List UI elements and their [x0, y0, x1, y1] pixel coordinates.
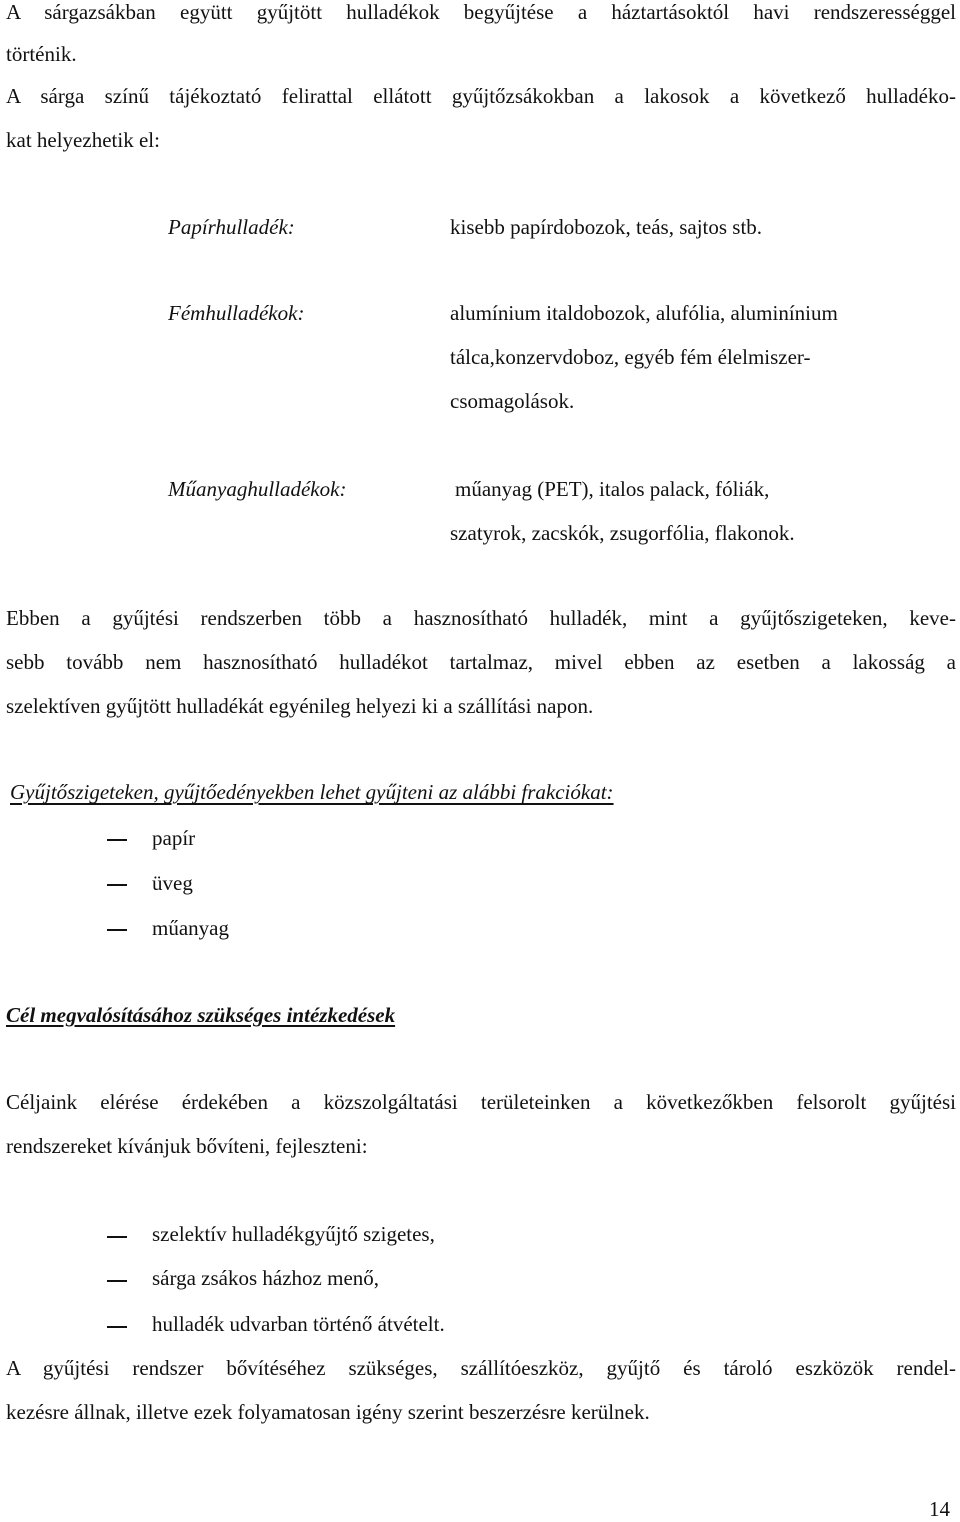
category-label-metal: Fémhulladékok: [168, 301, 305, 325]
dash-bullet [107, 1236, 127, 1238]
section2-heading: Cél megvalósításához szükséges intézkedések [6, 1003, 396, 1027]
category-desc-paper: kisebb papírdobozok, teás, sajtos stb. [450, 215, 763, 239]
closing-line-1: A gyűjtési rendszer bővítéséhez szükséges, szállítóeszköz, gyűjtő és tároló eszközök rendel- [6, 1356, 956, 1380]
intro-line-2: történik. [6, 42, 77, 66]
section2-item-3: hulladék udvarban történő átvételt. [152, 1312, 445, 1336]
category-label-paper: Papírhulladék: [168, 215, 295, 239]
paragraph1-line-2: sebb tovább nem hasznosítható hulladékot tartalmaz, mivel ebben az esetben a lakosság a [6, 650, 956, 674]
section1-item-3: műanyag [152, 916, 229, 940]
section2-para-line-1: Céljaink elérése érdekében a közszolgáltatási területeinken a következőkben felsorolt gyűjtési [6, 1090, 956, 1114]
category-desc-plastic-1: műanyag (PET), italos palack, fóliák, [455, 477, 770, 501]
intro-line-1: A sárgazsákban együtt gyűjtött hulladékok begyűjtése a háztartásoktól havi rendszerességgel [6, 0, 956, 24]
section1-item-1: papír [152, 826, 196, 850]
paragraph1-line-3: szelektíven gyűjtött hulladékát egyénileg helyezi ki a szállítási napon. [6, 694, 594, 718]
category-desc-metal-3: csomagolások. [450, 389, 575, 413]
section2-para-line-2: rendszereket kívánjuk bővíteni, fejleszteni: [6, 1134, 368, 1158]
paragraph1-line-1: Ebben a gyűjtési rendszerben több a hasznosítható hulladék, mint a gyűjtőszigeteken, keve- [6, 606, 956, 630]
category-desc-metal-1: alumínium italdobozok, alufólia, aluminínium [450, 301, 838, 325]
section1-item-2: üveg [152, 871, 193, 895]
section1-heading: Gyűjtőszigeteken, gyűjtőedényekben lehet gyűjteni az alábbi frakciókat: [10, 780, 614, 804]
closing-line-2: kezésre állnak, illetve ezek folyamatosan igény szerint beszerzésre kerülnek. [6, 1400, 650, 1424]
category-label-plastic: Műanyaghulladékok: [168, 477, 347, 501]
intro-line-3: A sárga színű tájékoztató felirattal ellátott gyűjtőzsákokban a lakosok a következő hulladéko- [6, 84, 956, 108]
dash-bullet [107, 884, 127, 886]
page-number: 14 [929, 1497, 950, 1521]
section2-item-1: szelektív hulladékgyűjtő szigetes, [152, 1222, 435, 1246]
section2-item-2: sárga zsákos házhoz menő, [152, 1266, 380, 1290]
dash-bullet [107, 1280, 127, 1282]
intro-line-4: kat helyezhetik el: [6, 128, 160, 152]
category-desc-plastic-2: szatyrok, zacskók, zsugorfólia, flakonok. [450, 521, 795, 545]
category-desc-metal-2: tálca,konzervdoboz, egyéb fém élelmiszer- [450, 345, 811, 369]
dash-bullet [107, 1326, 127, 1328]
dash-bullet [107, 839, 127, 841]
dash-bullet [107, 929, 127, 931]
